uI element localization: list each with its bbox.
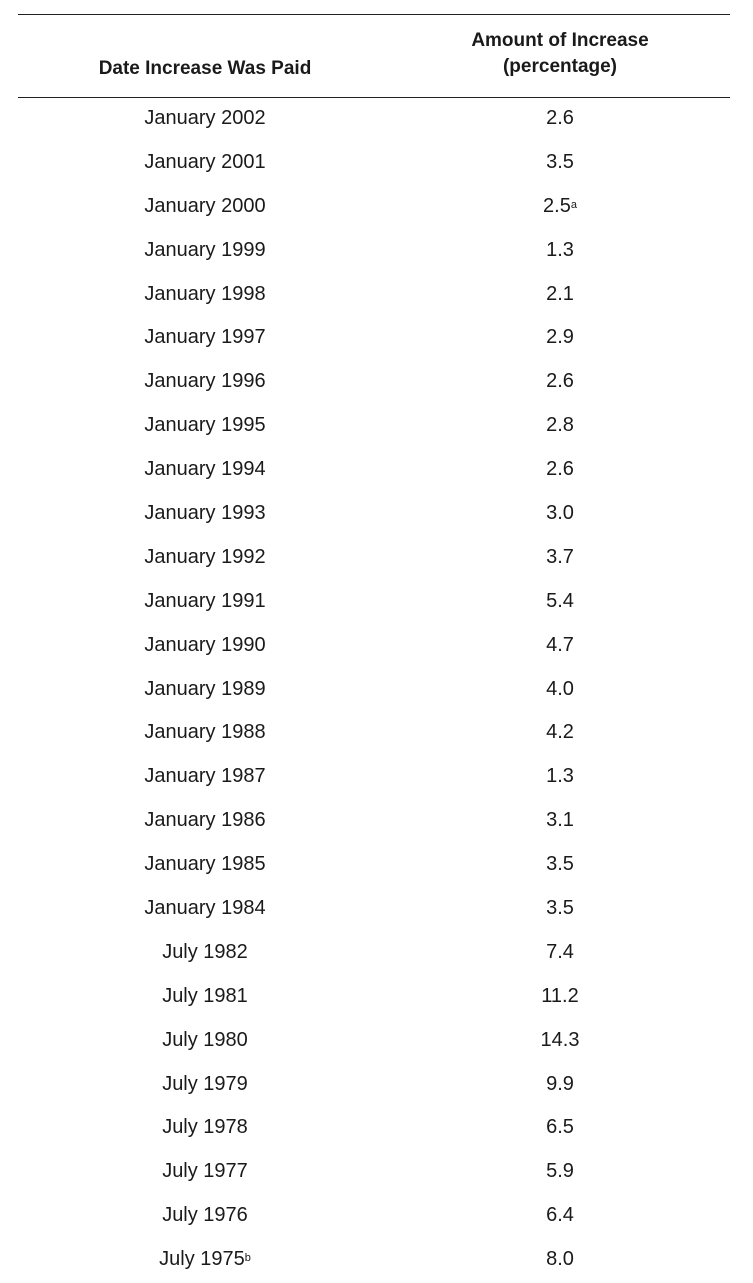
date-text: January 2001 — [144, 150, 266, 173]
date-text: January 1989 — [144, 677, 266, 700]
amount-text: 2.6 — [546, 107, 574, 129]
amount-cell — [420, 1195, 700, 1239]
table-row — [0, 1020, 753, 1064]
table-row — [0, 1064, 753, 1108]
table-row — [0, 142, 753, 186]
date-text: January 1992 — [144, 545, 266, 568]
date-cell — [60, 317, 350, 361]
table-row — [0, 186, 753, 230]
header-amount-column — [420, 28, 700, 80]
date-cell — [60, 581, 350, 625]
amount-cell — [420, 581, 700, 625]
amount-cell — [420, 537, 700, 581]
amount-text: 3.0 — [546, 502, 574, 525]
date-cell — [60, 1195, 350, 1239]
amount-text: 6.4 — [546, 1204, 574, 1227]
date-cell — [60, 976, 350, 1020]
date-cell — [60, 712, 350, 756]
table-row — [0, 756, 753, 800]
date-text: January 1993 — [144, 502, 266, 525]
amount-text: 6.5 — [546, 1116, 574, 1139]
date-cell — [60, 1107, 350, 1151]
date-text: July 1977 — [162, 1160, 248, 1183]
amount-cell — [420, 756, 700, 800]
date-cell — [60, 230, 350, 274]
header-amount-line1: Amount of Increase — [471, 30, 649, 51]
table-row — [0, 888, 753, 932]
date-text: July 1981 — [162, 984, 248, 1007]
amount-cell — [420, 274, 700, 318]
amount-cell — [420, 405, 700, 449]
amount-text: 3.5 — [546, 853, 574, 876]
table-row — [0, 625, 753, 669]
date-text: January 2000 — [144, 194, 266, 217]
amount-text: 3.5 — [546, 150, 574, 173]
date-cell — [60, 142, 350, 186]
amount-text: 4.2 — [546, 721, 574, 744]
amount-cell — [420, 1020, 700, 1064]
amount-cell — [420, 317, 700, 361]
table-row — [0, 98, 753, 142]
amount-cell — [420, 844, 700, 888]
date-text: January 1995 — [144, 414, 266, 437]
amount-cell — [420, 186, 700, 230]
amount-cell — [420, 1064, 700, 1108]
date-cell — [60, 186, 350, 230]
amount-cell — [420, 230, 700, 274]
amount-text: 4.7 — [546, 633, 574, 656]
date-text: January 1985 — [144, 853, 266, 876]
header-date-column: Date Increase Was Paid — [98, 58, 312, 79]
date-text: July 1979 — [162, 1072, 248, 1095]
date-text: January 1999 — [144, 238, 266, 261]
date-cell — [60, 669, 350, 713]
amount-text: 14.3 — [540, 1028, 580, 1051]
amount-text: 1.3 — [546, 765, 574, 788]
amount-text: 5.9 — [546, 1160, 574, 1183]
amount-text: 7.4 — [546, 940, 574, 963]
table-row — [0, 932, 753, 976]
table-row — [0, 1151, 753, 1195]
date-cell — [60, 844, 350, 888]
table-row — [0, 800, 753, 844]
date-cell — [60, 932, 350, 976]
header-amount-line2: (percentage) — [502, 56, 618, 77]
table-row — [0, 669, 753, 713]
date-text: July 1982 — [162, 940, 248, 963]
date-cell — [60, 756, 350, 800]
date-text: January 1997 — [144, 326, 266, 349]
date-cell — [60, 537, 350, 581]
date-cell — [60, 449, 350, 493]
table-row — [0, 361, 753, 405]
table-row — [0, 581, 753, 625]
amount-cell — [420, 142, 700, 186]
date-cell — [60, 493, 350, 537]
date-text: January 1988 — [144, 721, 266, 744]
date-text: July 1978 — [162, 1116, 248, 1139]
table-row — [0, 1195, 753, 1239]
footnote-marker: a — [570, 198, 577, 211]
amount-text: 8.0 — [546, 1248, 574, 1271]
amount-cell — [420, 669, 700, 713]
table-row — [0, 976, 753, 1020]
amount-cell — [420, 449, 700, 493]
amount-text: 4.0 — [546, 677, 574, 700]
date-text: January 1984 — [144, 897, 266, 920]
date-cell — [60, 625, 350, 669]
table-row — [0, 493, 753, 537]
date-cell — [60, 800, 350, 844]
date-text: July 1976 — [162, 1204, 248, 1227]
amount-text: 3.7 — [546, 545, 574, 568]
date-text: January 2002 — [144, 107, 266, 129]
amount-cell — [420, 1239, 700, 1283]
amount-cell — [420, 888, 700, 932]
amount-cell — [420, 800, 700, 844]
table-row — [0, 844, 753, 888]
amount-cell — [420, 98, 700, 142]
amount-text: 1.3 — [546, 238, 574, 261]
amount-cell — [420, 1151, 700, 1195]
date-cell — [60, 274, 350, 318]
amount-text: 5.4 — [546, 589, 574, 612]
table-row — [0, 274, 753, 318]
date-text: July 1980 — [162, 1028, 248, 1051]
amount-text: 2.6 — [546, 370, 574, 393]
amount-cell — [420, 1107, 700, 1151]
amount-cell — [420, 932, 700, 976]
amount-cell — [420, 712, 700, 756]
table-body — [0, 98, 753, 1283]
date-text: January 1994 — [144, 458, 266, 481]
date-cell — [60, 361, 350, 405]
date-text: January 1986 — [144, 809, 266, 832]
amount-text: 2.6 — [546, 458, 574, 481]
date-text: January 1996 — [144, 370, 266, 393]
amount-text: 3.1 — [546, 809, 574, 832]
amount-text: 2.9 — [546, 326, 574, 349]
amount-cell — [420, 625, 700, 669]
amount-cell — [420, 361, 700, 405]
date-cell — [60, 1151, 350, 1195]
date-cell — [60, 98, 350, 142]
date-text: January 1990 — [144, 633, 266, 656]
amount-text: 3.5 — [546, 897, 574, 920]
date-text: January 1987 — [144, 765, 266, 788]
amount-text: 9.9 — [546, 1072, 574, 1095]
amount-cell — [420, 493, 700, 537]
table-row — [0, 712, 753, 756]
table-row — [0, 230, 753, 274]
amount-text: 2.8 — [546, 414, 574, 437]
table-row — [0, 1239, 753, 1283]
amount-text: 2.1 — [546, 282, 574, 305]
amount-text: 2.5 — [543, 194, 571, 217]
date-text: January 1998 — [144, 282, 266, 305]
table-top-rule — [18, 14, 730, 15]
amount-text: 11.2 — [541, 984, 579, 1007]
date-cell — [60, 1020, 350, 1064]
date-text: January 1991 — [144, 589, 266, 612]
table-row — [0, 449, 753, 493]
table-row — [0, 317, 753, 361]
table-row — [0, 1107, 753, 1151]
date-cell — [60, 888, 350, 932]
table-row — [0, 537, 753, 581]
date-text: July 1975 — [159, 1248, 245, 1271]
footnote-marker: b — [244, 1252, 251, 1265]
date-cell — [60, 1239, 350, 1283]
table-row — [0, 405, 753, 449]
date-cell — [60, 405, 350, 449]
amount-cell — [420, 976, 700, 1020]
date-cell — [60, 1064, 350, 1108]
